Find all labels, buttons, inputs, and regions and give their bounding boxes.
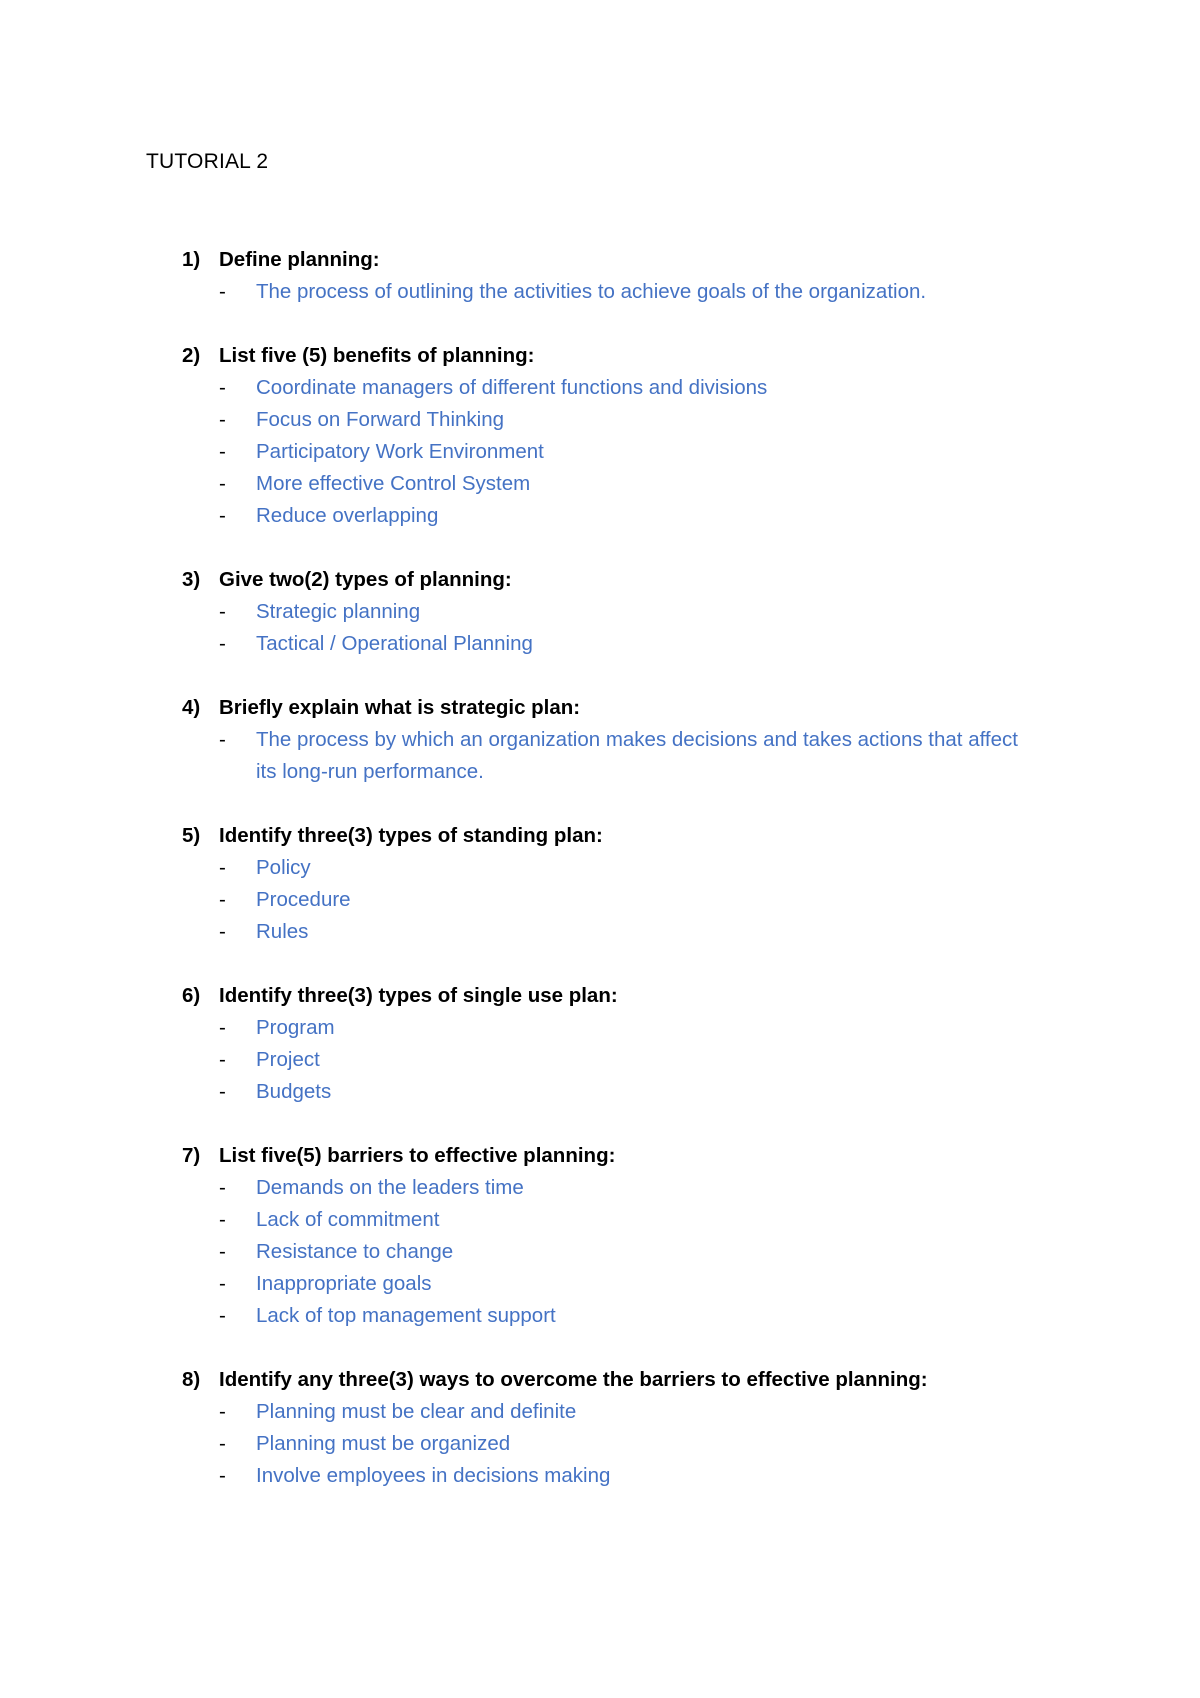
answer-text: Coordinate managers of different functions and divisions xyxy=(256,376,768,399)
answer-text: Reduce overlapping xyxy=(256,504,439,527)
answer-item xyxy=(0,436,1200,468)
question-heading xyxy=(0,692,1200,724)
answer-item xyxy=(0,628,1200,660)
answer-item xyxy=(0,1300,1200,1332)
answer-text: Focus on Forward Thinking xyxy=(256,408,505,431)
question-text: List five(5) barriers to effective planning: xyxy=(219,1144,616,1167)
answer-text: Budgets xyxy=(256,1080,332,1103)
bullet-dash: - xyxy=(219,1016,226,1039)
bullet-dash: - xyxy=(219,1080,226,1103)
answer-item xyxy=(0,724,1200,788)
answer-item xyxy=(0,1396,1200,1428)
bullet-dash: - xyxy=(219,280,226,303)
answer-list xyxy=(0,724,1200,788)
answer-item xyxy=(0,1428,1200,1460)
bullet-dash: - xyxy=(219,888,226,911)
question-text: Define planning: xyxy=(219,248,380,271)
question-block xyxy=(0,1140,1200,1332)
question-heading xyxy=(0,820,1200,852)
question-heading xyxy=(0,244,1200,276)
answer-text: Program xyxy=(256,1016,335,1039)
question-block xyxy=(0,980,1200,1108)
answer-text: Planning must be organized xyxy=(256,1432,511,1455)
answer-text: Lack of top management support xyxy=(256,1304,556,1327)
answer-text: Rules xyxy=(256,920,309,943)
bullet-dash: - xyxy=(219,920,226,943)
bullet-dash: - xyxy=(219,472,226,495)
answer-list xyxy=(0,276,1200,308)
bullet-dash: - xyxy=(219,1272,226,1295)
bullet-dash: - xyxy=(219,408,226,431)
bullet-dash: - xyxy=(219,1304,226,1327)
answer-text: Involve employees in decisions making xyxy=(256,1464,611,1487)
bullet-dash: - xyxy=(219,1400,226,1423)
question-number: 5) xyxy=(182,824,201,847)
question-text: Give two(2) types of planning: xyxy=(219,568,512,591)
bullet-dash: - xyxy=(219,440,226,463)
answer-text: The process of outlining the activities to achieve goals of the organization. xyxy=(256,280,927,303)
bullet-dash: - xyxy=(219,1208,226,1231)
bullet-dash: - xyxy=(219,632,226,655)
question-number: 2) xyxy=(182,344,201,367)
question-list xyxy=(0,244,1200,1524)
question-heading xyxy=(0,1364,1200,1396)
answer-text: Procedure xyxy=(256,888,351,911)
bullet-dash: - xyxy=(219,376,226,399)
answer-text: Demands on the leaders time xyxy=(256,1176,524,1199)
answer-item xyxy=(0,1172,1200,1204)
answer-item xyxy=(0,372,1200,404)
answer-item xyxy=(0,1268,1200,1300)
answer-item xyxy=(0,468,1200,500)
answer-item xyxy=(0,1236,1200,1268)
question-block xyxy=(0,244,1200,308)
bullet-dash: - xyxy=(219,728,226,751)
answer-text: More effective Control System xyxy=(256,472,531,495)
question-number: 3) xyxy=(182,568,201,591)
question-text: Briefly explain what is strategic plan: xyxy=(219,696,581,719)
answer-text: Participatory Work Environment xyxy=(256,440,544,463)
answer-item xyxy=(0,1460,1200,1492)
question-block xyxy=(0,692,1200,788)
answer-text: The process by which an organization makes decisions and takes actions that affect its long-run performance. xyxy=(256,728,1018,783)
answer-text: Project xyxy=(256,1048,320,1071)
bullet-dash: - xyxy=(219,1240,226,1263)
question-block xyxy=(0,564,1200,660)
answer-item xyxy=(0,1044,1200,1076)
answer-list xyxy=(0,852,1200,948)
answer-item xyxy=(0,1076,1200,1108)
answer-item xyxy=(0,1204,1200,1236)
answer-list xyxy=(0,372,1200,532)
question-number: 4) xyxy=(182,696,201,719)
question-number: 8) xyxy=(182,1368,201,1391)
answer-item xyxy=(0,404,1200,436)
answer-text: Tactical / Operational Planning xyxy=(256,632,533,655)
answer-item xyxy=(0,916,1200,948)
question-text: Identify any three(3) ways to overcome the barriers to effective planning: xyxy=(219,1368,928,1391)
answer-text: Strategic planning xyxy=(256,600,421,623)
question-block xyxy=(0,820,1200,948)
question-heading xyxy=(0,1140,1200,1172)
answer-item xyxy=(0,276,1200,308)
answer-text: Inappropriate goals xyxy=(256,1272,432,1295)
question-number: 7) xyxy=(182,1144,201,1167)
question-heading xyxy=(0,340,1200,372)
answer-item xyxy=(0,1012,1200,1044)
question-text: Identify three(3) types of standing plan: xyxy=(219,824,603,847)
answer-item xyxy=(0,596,1200,628)
answer-text: Resistance to change xyxy=(256,1240,454,1263)
document-title: TUTORIAL 2 xyxy=(146,150,269,173)
bullet-dash: - xyxy=(219,1048,226,1071)
bullet-dash: - xyxy=(219,504,226,527)
bullet-dash: - xyxy=(219,1464,226,1487)
question-heading xyxy=(0,980,1200,1012)
answer-item xyxy=(0,884,1200,916)
question-text: Identify three(3) types of single use plan: xyxy=(219,984,618,1007)
question-number: 1) xyxy=(182,248,201,271)
answer-list xyxy=(0,1172,1200,1332)
bullet-dash: - xyxy=(219,1176,226,1199)
question-text: List five (5) benefits of planning: xyxy=(219,344,535,367)
bullet-dash: - xyxy=(219,856,226,879)
answer-list xyxy=(0,596,1200,660)
answer-item xyxy=(0,500,1200,532)
bullet-dash: - xyxy=(219,1432,226,1455)
answer-list xyxy=(0,1012,1200,1108)
question-block xyxy=(0,340,1200,532)
question-number: 6) xyxy=(182,984,201,1007)
bullet-dash: - xyxy=(219,600,226,623)
answer-list xyxy=(0,1396,1200,1492)
answer-text: Policy xyxy=(256,856,311,879)
question-heading xyxy=(0,564,1200,596)
answer-text: Lack of commitment xyxy=(256,1208,440,1231)
answer-item xyxy=(0,852,1200,884)
answer-text: Planning must be clear and definite xyxy=(256,1400,577,1423)
question-block xyxy=(0,1364,1200,1492)
